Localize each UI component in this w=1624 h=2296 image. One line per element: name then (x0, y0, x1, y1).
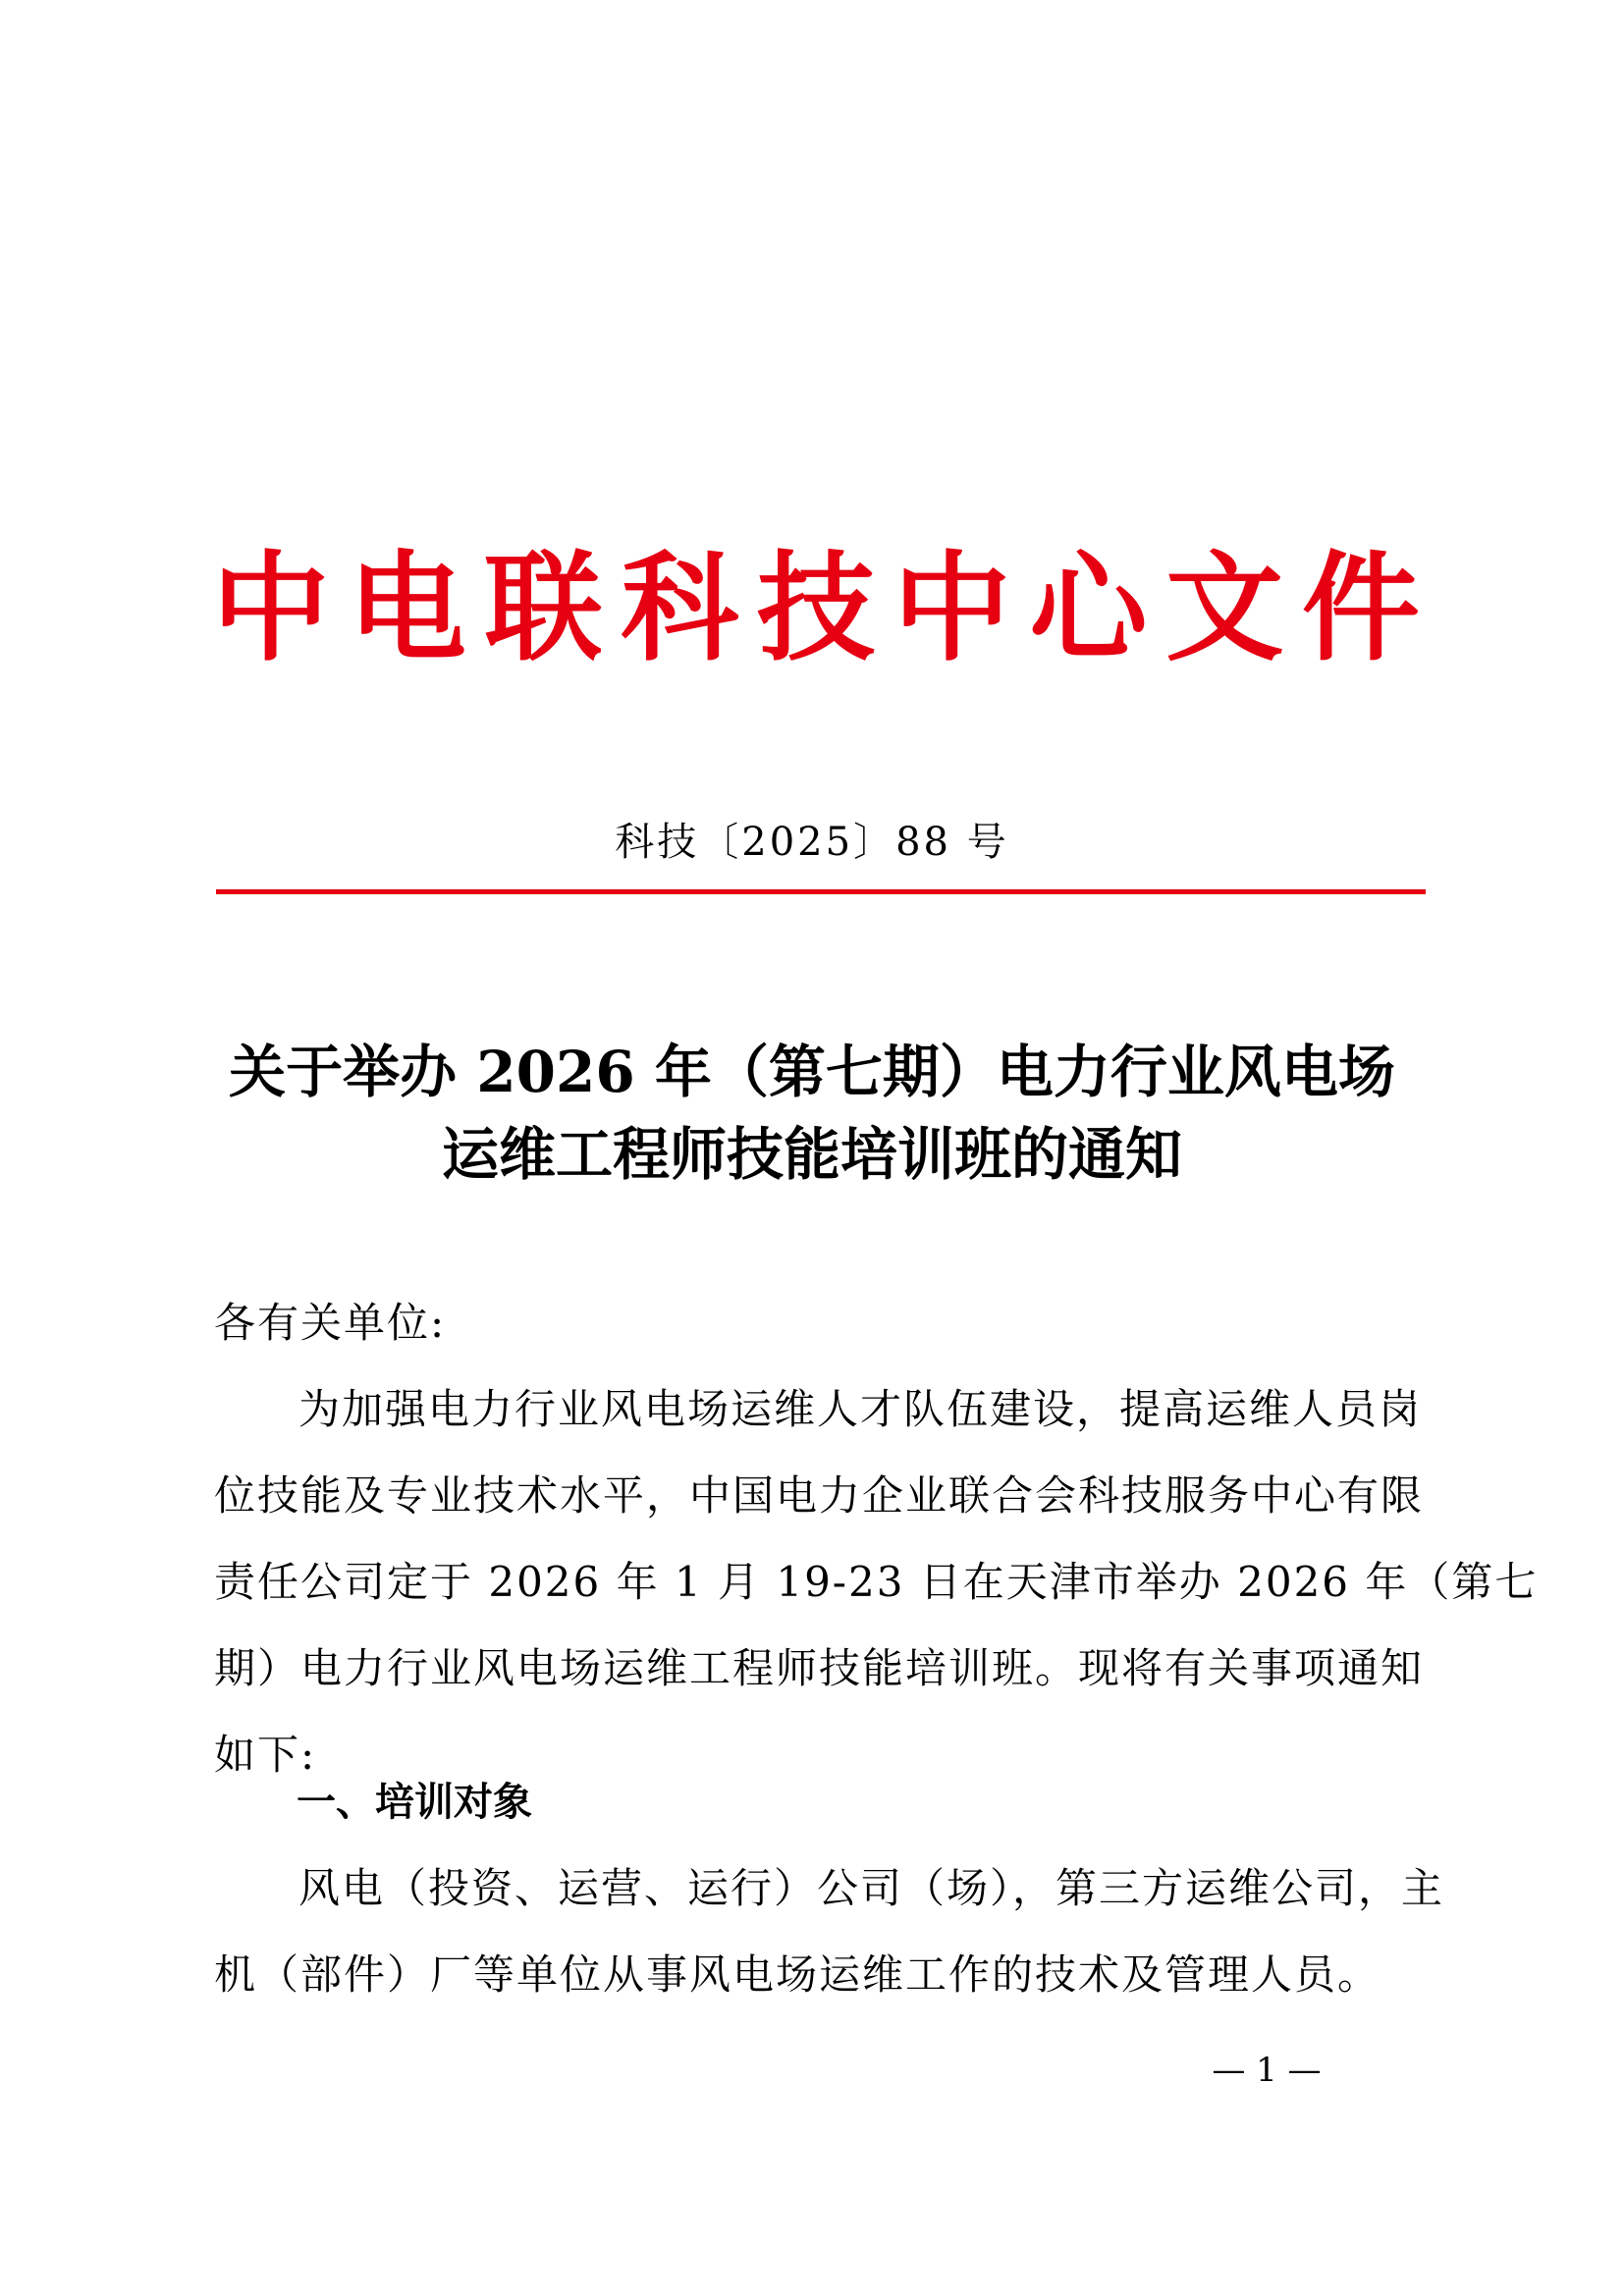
red-divider-line (216, 889, 1426, 894)
paragraph-line: 期）电力行业风电场运维工程师技能培训班。现将有关事项通知 (214, 1644, 1425, 1692)
issuer-title-char: 文 (1165, 539, 1284, 677)
paragraph-line: 机（部件）厂等单位从事风电场运维工作的技术及管理人员。 (214, 1950, 1381, 1999)
salutation: 各有关单位: (214, 1299, 447, 1347)
document-number: 科技〔2025〕88 号 (615, 820, 1009, 865)
page-number: — 1 — (1212, 2051, 1322, 2090)
paragraph-line: 位技能及专业技术水平，中国电力企业联合会科技服务中心有限 (214, 1471, 1425, 1520)
section-heading-training-target: 一、培训对象 (297, 1780, 532, 1825)
issuer-title-char: 科 (621, 539, 739, 677)
issuer-title-char: 心 (1029, 539, 1148, 677)
document-issuer-title (212, 535, 1420, 682)
issuer-title-char: 中 (893, 539, 1011, 677)
paragraph-line: 风电（投资、运营、运行）公司（场），第三方运维公司，主 (298, 1864, 1445, 1912)
training-target-paragraph (214, 1845, 1445, 2018)
paragraph-line: 如下: (214, 1731, 317, 1779)
intro-paragraph (214, 1366, 1539, 1798)
issuer-title-char: 联 (484, 539, 603, 677)
issuer-title-char: 技 (757, 539, 875, 677)
notice-title-line-1: 关于举办 2026 年（第七期）电力行业风电场 (229, 1039, 1395, 1105)
issuer-title-char: 件 (1302, 539, 1420, 677)
issuer-title-char: 中 (212, 539, 330, 677)
notice-title (0, 1031, 1624, 1196)
paragraph-line: 责任公司定于 2026 年 1 月 19-23 日在天津市举办 2026 年（第七 (214, 1558, 1539, 1606)
notice-title-line-2: 运维工程师技能培训班的通知 (441, 1121, 1182, 1188)
issuer-title-char: 电 (348, 539, 466, 677)
paragraph-line: 为加强电力行业风电场运维人才队伍建设，提高运维人员岗 (298, 1385, 1423, 1433)
